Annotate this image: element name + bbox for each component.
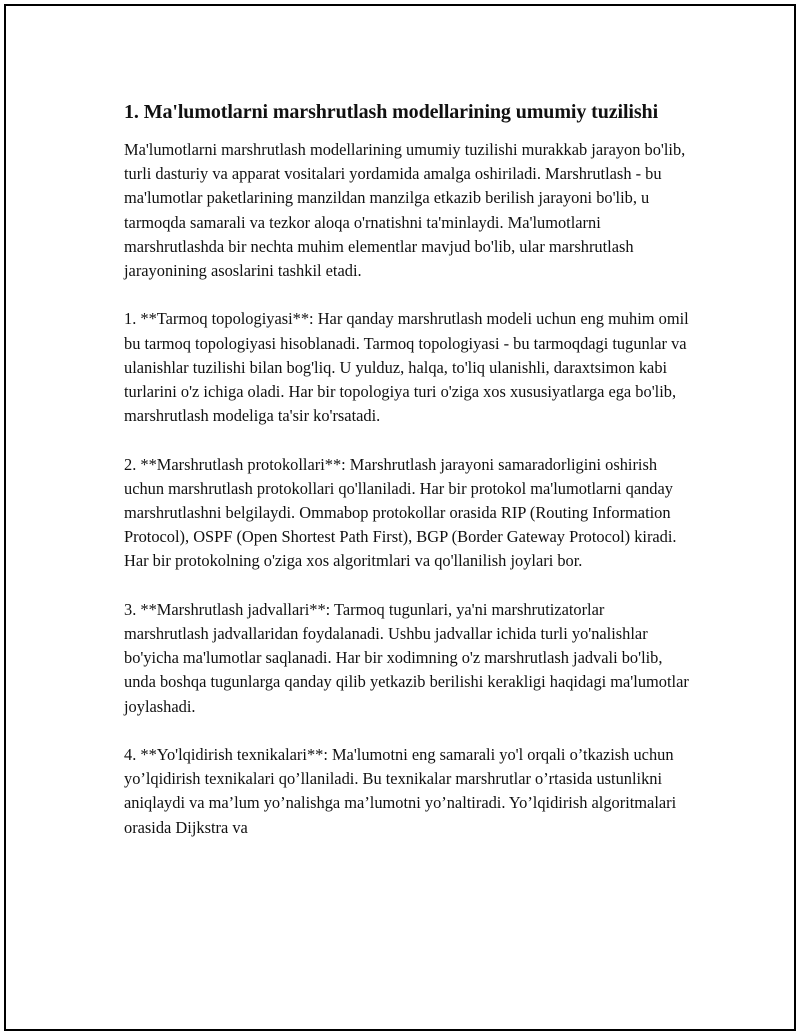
- paragraph-path-finding: 4. **Yo'lqidirish texnikalari**: Ma'lumotni eng samarali yo'l orqali o’tkazish uchun yo’lqidirish texnikalari qo’llaniladi. Bu texnikalar marshrutlar o’rtasida ustunlikni aniqlaydi va ma’lum yo’nalishga ma’lumotni yo’naltiradi. Yo’lqidirish algoritmalari orasida Dijkstra va: [124, 745, 677, 837]
- paragraph-protocols: 2. **Marshrutlash protokollari**: Marshrutlash jarayoni samaradorligini oshirish uchun marshrutlash protokollari qo'llaniladi. Har bir protokol ma'lumotlarni qanday marshrutlashni belgilaydi. Ommabop protokollar orasida RIP (Routing Information Protocol), OSPF (Open Shortest Path First), BGP (Border Gateway Protocol) kiradi. Har bir protokolning o'ziga xos algoritmlari va qo'llanilish joylari bor.: [124, 454, 677, 571]
- paragraph-topology: 1. **Tarmoq topologiyasi**: Har qanday marshrutlash modeli uchun eng muhim omil bu tarmoq topologiyasi hisoblanadi. Tarmoq topologiyasi - bu tarmoqdagi tugunlar va ulanishlar tuzilishi bilan bog'liq. U yulduz, halqa, to'liq ulanishli, daraxtsimon kabi turlarini o'z ichiga oladi. Har bir topologiya turi o'ziga xos xususiyatlarga ega bo'lib, marshrutlash modeliga ta'sir ko'rsatadi.: [124, 309, 689, 426]
- intro-paragraph: Ma'lumotlarni marshrutlash modellarining umumiy tuzilishi murakkab jarayon bo'lib, turli dasturiy va apparat vositalari yordamida amalga oshiriladi. Marshrutlash - bu ma'lumotlar paketlarining manzildan manzilga etkazib berilish jarayoni bo'lib, u tarmoqda samarali va tezkor aloqa o'rnatishni ta'minlaydi. Ma'lumotlarni marshrutlashda bir nechta muhim elementlar mavjud bo'lib, ular marshrutlash jarayonining asoslarini tashkil etadi.: [124, 140, 686, 281]
- page-frame: [4, 4, 796, 1031]
- paragraph-routing-tables: 3. **Marshrutlash jadvallari**: Tarmoq tugunlari, ya'ni marshrutizatorlar marshrutlash jadvallaridan foydalanadi. Ushbu jadvallar ichida turli yo'nalishlar bo'yicha ma'lumotlar saqlanadi. Har bir xodimning o'z marshrutlash jadvali bo'lib, unda boshqa tugunlarga qanday qilib yetkazib berilishi kerakligi haqidagi ma'lumotlar joylashadi.: [124, 599, 689, 716]
- document-title: 1. Ma'lumotlarni marshrutlash modellarining umumiy tuzilishi: [124, 101, 659, 123]
- document-body: [124, 99, 690, 864]
